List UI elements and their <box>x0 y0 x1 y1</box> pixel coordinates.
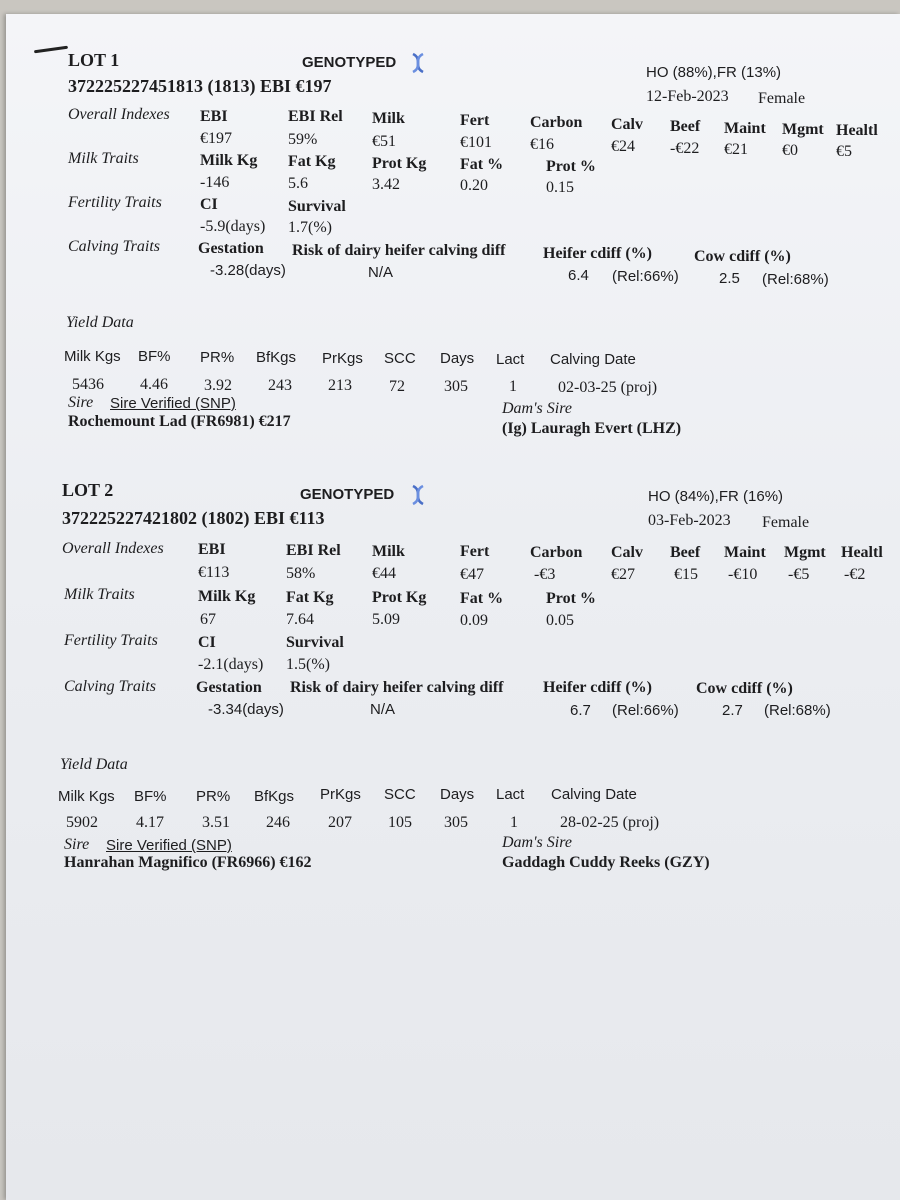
lot-1-yield-value: 305 <box>444 378 468 395</box>
lot-2-yield-header: Lact <box>496 786 525 803</box>
lot-1-overall-header: Mgmt <box>782 121 824 138</box>
lot-2-overall-value: €47 <box>460 566 484 583</box>
lot-1-milk-header: Milk Kg <box>200 152 258 169</box>
lot-2-yield-value: 4.17 <box>136 814 164 831</box>
lot-1-label: LOT 1 <box>68 50 120 70</box>
lot-2-yield-label: Yield Data <box>60 756 128 773</box>
lot-2-date: 03-Feb-2023 <box>648 512 731 529</box>
lot-1-yield-label: Yield Data <box>66 314 134 331</box>
lot-2-overall-header: Beef <box>670 544 701 561</box>
lot-1-overall-header: Healtl <box>836 122 878 139</box>
lot-1-genotyped-label: GENOTYPED <box>302 54 397 71</box>
lot-1-overall-header: Milk <box>372 110 405 127</box>
lot-1-dams-sire-label: Dam's Sire <box>502 400 572 417</box>
lot-2-yield-value: 1 <box>510 814 518 831</box>
lot-1-fertility-value: 1.7(%) <box>288 219 332 236</box>
lot-2-milk-value: 67 <box>200 611 216 628</box>
lot-1-calving-header: Cow cdiff (%) <box>694 248 791 265</box>
lot-1-yield-header: Milk Kgs <box>64 348 121 365</box>
lot-1-milk-header: Fat % <box>460 156 504 173</box>
lot-1-yield-header: BfKgs <box>256 349 297 366</box>
lot-2-overall-header: Calv <box>611 544 643 561</box>
pen-mark <box>34 46 68 54</box>
lot-2-breed: HO (84%),FR (16%) <box>648 488 784 505</box>
lot-1-calving-header: Risk of dairy heifer calving diff <box>292 242 506 259</box>
lot-2-yield-header: Days <box>440 786 475 803</box>
lot-2-fertility-value: -2.1(days) <box>198 656 264 673</box>
lot-1-breed: HO (88%),FR (13%) <box>646 64 782 81</box>
lot-2-milk-value: 5.09 <box>372 611 400 628</box>
lot-2-fertility-header: CI <box>198 634 216 651</box>
lot-2-overall-header: Mgmt <box>784 544 826 561</box>
lot-1-yield-header: Lact <box>496 351 525 368</box>
lot-2-overall-value: -€3 <box>534 566 556 583</box>
lot-2-overall-header: EBI Rel <box>286 542 341 559</box>
lot-1-milk-value: -146 <box>200 174 230 191</box>
lot-1-milk-value: 5.6 <box>288 175 308 192</box>
lot-2-overall-value: -€10 <box>728 566 758 583</box>
lot-1-overall-value: €0 <box>782 142 798 159</box>
lot-2-overall-value: €44 <box>372 565 396 582</box>
lot-1-calving-header: Heifer cdiff (%) <box>543 245 652 262</box>
lot-1-calving-value: N/A <box>368 264 394 281</box>
dna-icon <box>410 484 426 506</box>
lot-1-yield-header: Days <box>440 350 475 367</box>
lot-1-overall-header: Carbon <box>530 114 583 131</box>
lot-2-calving-value: -3.34(days) <box>208 701 284 718</box>
lot-1-fertility-label: Fertility Traits <box>68 194 162 211</box>
lot-1-overall-value: €197 <box>200 130 232 147</box>
lot-2-sire-name: Hanrahan Magnifico (FR6966) €162 <box>64 854 312 871</box>
lot-1-tag-line: 372225227451813 (1813) EBI €197 <box>68 76 332 96</box>
lot-1-overall-value: €101 <box>460 134 492 151</box>
lot-1-yield-value: 1 <box>509 378 517 395</box>
lot-2-sex: Female <box>762 514 810 531</box>
lot-1-milk-value: 0.15 <box>546 179 574 196</box>
lot-2-overall-value: €113 <box>198 564 230 581</box>
lot-1-milk-header: Prot Kg <box>372 155 427 172</box>
lot-1-calving-value: 2.5 <box>719 270 740 287</box>
lot-1-milk-value: 3.42 <box>372 176 400 193</box>
lot-1-overall-header: Fert <box>460 112 490 129</box>
lot-1-overall-value: 59% <box>288 131 318 148</box>
lot-1-overall-value: €16 <box>530 136 554 153</box>
lot-1-fertility-header: CI <box>200 196 218 213</box>
lot-2-dams-sire-label: Dam's Sire <box>502 834 572 851</box>
lot-2-calving-value: (Rel:68%) <box>764 702 831 719</box>
lot-1-overall-header: Maint <box>724 120 766 137</box>
lot-2-calving-value: 2.7 <box>722 702 743 719</box>
lot-2-milk-value: 0.09 <box>460 612 488 629</box>
lot-1-sex: Female <box>758 90 806 107</box>
lot-2-calving-label: Calving Traits <box>64 678 157 695</box>
lot-2-yield-header: Calving Date <box>551 786 637 803</box>
lot-2-overall-header: Healtl <box>841 544 883 561</box>
lot-2-yield-value: 305 <box>444 814 468 831</box>
lot-2-yield-value: 105 <box>388 814 412 831</box>
lot-1-calving-value: 6.4 <box>568 267 589 284</box>
lot-1-date: 12-Feb-2023 <box>646 88 729 105</box>
lot-2-dams-sire-name: Gaddagh Cuddy Reeks (GZY) <box>502 854 710 871</box>
lot-1-overall-header: Beef <box>670 118 701 135</box>
lot-1-yield-header: Calving Date <box>550 351 636 368</box>
lot-1-milk-value: 0.20 <box>460 177 488 194</box>
lot-1-calving-value: (Rel:68%) <box>762 271 829 288</box>
lot-2-genotyped-label: GENOTYPED <box>300 486 395 503</box>
lot-2-overall-header: Milk <box>372 543 405 560</box>
lot-2-sire-verified: Sire Verified (SNP) <box>106 837 232 854</box>
lot-1-yield-header: BF% <box>138 348 171 365</box>
lot-1-sire-label: Sire <box>68 394 94 411</box>
lot-1-overall-label: Overall Indexes <box>68 106 170 123</box>
lot-1-overall-value: €5 <box>836 143 852 160</box>
lot-1-yield-header: SCC <box>384 350 416 367</box>
lot-2-calving-header: Heifer cdiff (%) <box>543 679 652 696</box>
lot-2-yield-header: SCC <box>384 786 416 803</box>
lot-1-yield-value: 4.46 <box>140 376 168 393</box>
lot-2-milk-label: Milk Traits <box>64 586 135 603</box>
lot-1-overall-value: €51 <box>372 133 396 150</box>
lot-1-calving-label: Calving Traits <box>68 238 161 255</box>
lot-1-fertility-value: -5.9(days) <box>200 218 266 235</box>
lot-2-calving-header: Risk of dairy heifer calving diff <box>290 679 504 696</box>
lot-1-milk-header: Fat Kg <box>288 153 336 170</box>
lot-2-fertility-value: 1.5(%) <box>286 656 330 673</box>
lot-1-overall-header: EBI <box>200 108 228 125</box>
lot-1-overall-header: Calv <box>611 116 643 133</box>
lot-2-yield-value: 28-02-25 (proj) <box>560 814 660 831</box>
lot-2-tag-line: 372225227421802 (1802) EBI €113 <box>62 508 325 528</box>
lot-2-yield-header: Milk Kgs <box>58 788 115 805</box>
lot-1-milk-header: Prot % <box>546 158 596 175</box>
lot-2-yield-header: BfKgs <box>254 788 295 805</box>
lot-1-yield-value: 213 <box>328 377 352 394</box>
lot-2-calving-header: Gestation <box>196 679 262 696</box>
lot-2-milk-value: 7.64 <box>286 611 314 628</box>
lot-1-calving-value: -3.28(days) <box>210 262 286 279</box>
lot-1-sire-verified: Sire Verified (SNP) <box>110 395 236 412</box>
lot-2-calving-value: (Rel:66%) <box>612 702 679 719</box>
lot-2-yield-header: BF% <box>134 788 167 805</box>
lot-2-overall-header: Maint <box>724 544 766 561</box>
lot-1-overall-header: EBI Rel <box>288 108 343 125</box>
lot-2-milk-header: Milk Kg <box>198 588 256 605</box>
lot-2-calving-value: N/A <box>370 701 396 718</box>
lot-1-yield-value: 3.92 <box>204 377 232 394</box>
lot-2-overall-header: Fert <box>460 543 490 560</box>
lot-2-yield-value: 5902 <box>66 814 98 831</box>
lot-1-overall-value: €24 <box>611 138 635 155</box>
lot-1-yield-value: 72 <box>389 378 405 395</box>
dna-icon <box>410 52 426 74</box>
lot-1-milk-label: Milk Traits <box>68 150 139 167</box>
lot-1-yield-value: 02-03-25 (proj) <box>558 379 658 396</box>
lot-2-milk-header: Prot Kg <box>372 589 427 606</box>
lot-2-overall-label: Overall Indexes <box>62 540 164 557</box>
lot-2-overall-value: 58% <box>286 565 316 582</box>
document-page <box>6 14 900 1200</box>
lot-2-yield-header: PR% <box>196 788 231 805</box>
lot-2-overall-header: EBI <box>198 541 226 558</box>
lot-2-yield-value: 207 <box>328 814 352 831</box>
lot-2-milk-value: 0.05 <box>546 612 574 629</box>
lot-1-sire-name: Rochemount Lad (FR6981) €217 <box>68 413 291 430</box>
lot-2-label: LOT 2 <box>62 480 114 500</box>
lot-1-yield-value: 243 <box>268 377 292 394</box>
lot-1-yield-header: PR% <box>200 349 235 366</box>
lot-2-overall-value: -€5 <box>788 566 810 583</box>
lot-1-yield-value: 5436 <box>72 376 104 393</box>
lot-1-fertility-header: Survival <box>288 198 346 215</box>
lot-2-overall-header: Carbon <box>530 544 583 561</box>
lot-2-calving-value: 6.7 <box>570 702 591 719</box>
lot-2-overall-value: -€2 <box>844 566 866 583</box>
lot-1-overall-value: €21 <box>724 141 748 158</box>
lot-2-calving-header: Cow cdiff (%) <box>696 680 793 697</box>
lot-2-milk-header: Prot % <box>546 590 596 607</box>
lot-2-yield-value: 3.51 <box>202 814 230 831</box>
lot-2-yield-value: 246 <box>266 814 290 831</box>
lot-1-overall-value: -€22 <box>670 140 700 157</box>
lot-1-dams-sire-name: (Ig) Lauragh Evert (LHZ) <box>502 420 682 437</box>
lot-2-fertility-header: Survival <box>286 634 344 651</box>
lot-2-milk-header: Fat % <box>460 590 504 607</box>
lot-2-overall-value: €15 <box>674 566 698 583</box>
lot-2-milk-header: Fat Kg <box>286 589 334 606</box>
lot-1-calving-value: (Rel:66%) <box>612 268 679 285</box>
lot-1-calving-header: Gestation <box>198 240 264 257</box>
lot-2-yield-header: PrKgs <box>320 786 361 803</box>
lot-2-fertility-label: Fertility Traits <box>64 632 158 649</box>
lot-2-sire-label: Sire <box>64 836 90 853</box>
lot-2-overall-value: €27 <box>611 566 635 583</box>
lot-1-yield-header: PrKgs <box>322 350 363 367</box>
